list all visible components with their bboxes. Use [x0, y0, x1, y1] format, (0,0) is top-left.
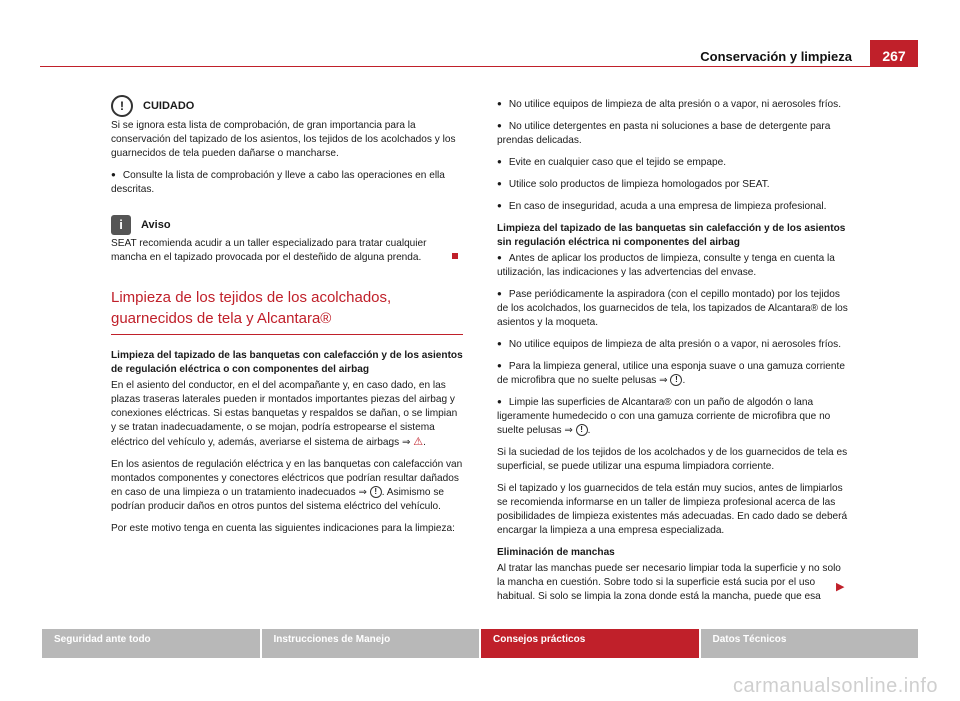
section-rule — [111, 334, 463, 335]
caution-ref-icon[interactable]: ! — [576, 424, 588, 436]
note-heading: Aviso — [141, 218, 171, 231]
caution-text: Si se ignora esta lista de comprobación, de gran importancia para la conservación del tapizado de los asientos, los tejidos de los acolchados y los guarnecidos de tela pueden dañarse o mancharse. — [111, 120, 456, 159]
right-paragraph-3: Al tratar las manchas puede ser necesario limpiar toda la superficie y no solo la mancha en cuestión. Sobre todo si la superficie está sucia por el uso habitual. Si solo se limpia la zona donde está la mancha, puede que esa — [497, 563, 841, 602]
caution-heading: CUIDADO — [143, 99, 195, 112]
bullet-1: ● No utilice equipos de limpieza de alta presión o a vapor, ni aerosoles fríos. — [497, 98, 849, 112]
header-rule — [40, 66, 918, 67]
caution-ref-icon[interactable]: ! — [370, 486, 382, 498]
warning-icon: ! — [111, 95, 133, 117]
paragraph-3: Por este motivo tenga en cuenta las siguientes indicaciones para la limpieza: — [111, 523, 455, 534]
watermark: carmanualsonline.info — [732, 675, 938, 697]
footer-tab-seguridad[interactable]: Seguridad ante todo — [42, 629, 260, 658]
bullet-10: ● Limpie las superficies de Alcantara® con un paño de algodón o lana ligeramente humedecido o con una gamuza corriente de microfibra que no suelte pelusas ⇒ ! . — [497, 396, 849, 438]
left-column — [111, 95, 463, 544]
subheading: Limpieza del tapizado de las banquetas con calefacción y de los asientos de regulación eléctrica o con componentes del airbag — [111, 350, 463, 375]
right-paragraph-1: Si la suciedad de los tejidos de los acolchados y de los guarnecidos de tela es superficial, se puede utilizar una espuma limpiadora corriente. — [497, 447, 848, 472]
subheading-2: Limpieza del tapizado de las banquetas sin calefacción y de los asientos sin regulación eléctrica ni componentes del airbag — [497, 223, 846, 248]
bullet-6: ● Antes de aplicar los productos de limpieza, consulte y tenga en cuenta la utilización, las indicaciones y las advertencias del envase. — [497, 252, 849, 280]
section-title: Limpieza de los tejidos de los acolchados, guarnecidos de tela y Alcantara® — [111, 289, 392, 327]
paragraph-1: En el asiento del conductor, en el del acompañante y, en caso dado, en las plazas traseras laterales pueden ir montados importantes piezas del airbag y conexiones eléctricas. Si estas banquetas y respaldos se dañan, o se limpian y se tratan inadecuadamente, o se mojan, podría estropearse el sistema eléctrico del vehículo y, además, averiarse el sistema de airbags ⇒ ⚠. — [111, 380, 458, 448]
bullet-9: ● Para la limpieza general, utilice una esponja suave o una gamuza corriente de microfibra que no suelte pelusas ⇒ ! . — [497, 360, 849, 388]
subheading-3: Eliminación de manchas — [497, 547, 615, 558]
warning-triangle-icon[interactable]: ⚠ — [413, 436, 424, 448]
bullet-8: ● No utilice equipos de limpieza de alta presión o a vapor, ni aerosoles fríos. — [497, 338, 849, 352]
continue-arrow-icon: ▶ — [836, 581, 845, 593]
right-column — [497, 98, 849, 612]
note-box — [111, 215, 463, 265]
footer-nav — [42, 629, 918, 658]
bullet-2: ● No utilice detergentes en pasta ni soluciones a base de detergente para prendas delicadas. — [497, 120, 849, 148]
caution-box — [111, 95, 463, 197]
bullet-4: ● Utilice solo productos de limpieza homologados por SEAT. — [497, 178, 849, 192]
page-header-title: Conservación y limpieza — [700, 49, 852, 64]
info-icon: i — [111, 215, 131, 235]
footer-tab-consejos[interactable]: Consejos prácticos — [481, 629, 699, 658]
section-end-mark — [452, 253, 458, 259]
footer-tab-instrucciones[interactable]: Instrucciones de Manejo — [262, 629, 480, 658]
note-text: SEAT recomienda acudir a un taller especializado para tratar cualquier mancha en el tapizado provocada por el desteñido de alguna prenda. — [111, 238, 427, 263]
paragraph-2: En los asientos de regulación eléctrica y en las banquetas con calefacción van montados componentes y conectores eléctricos que podrían resultar dañados en caso de una limpieza o un tratamiento inadecuados ⇒ ! . Asimismo se podrían producir daños en otros puntos del sistema eléctrico del vehículo. — [111, 459, 463, 512]
footer-tab-datos[interactable]: Datos Técnicos — [701, 629, 919, 658]
caution-ref-icon[interactable]: ! — [670, 374, 682, 386]
caution-bullet: ● Consulte la lista de comprobación y lleve a cabo las operaciones en ella descritas. — [111, 169, 463, 197]
bullet-3: ● Evite en cualquier caso que el tejido se empape. — [497, 156, 849, 170]
right-paragraph-2: Si el tapizado y los guarnecidos de tela están muy sucios, antes de limpiarlos se recomienda informarse en un taller de limpieza profesional acerca de las posibilidades de limpieza existentes más adecuadas. En cado dado se deberá encargar la limpieza a una empresa especializada. — [497, 483, 848, 536]
page-number: 267 — [870, 40, 918, 67]
bullet-5: ● En caso de inseguridad, acuda a una empresa de limpieza profesional. — [497, 200, 849, 214]
bullet-7: ● Pase periódicamente la aspiradora (con el cepillo montado) por los tejidos de los acolchados, los guarnecidos de tela, los tapizados de Alcantara® de los asientos y la moqueta. — [497, 288, 849, 330]
